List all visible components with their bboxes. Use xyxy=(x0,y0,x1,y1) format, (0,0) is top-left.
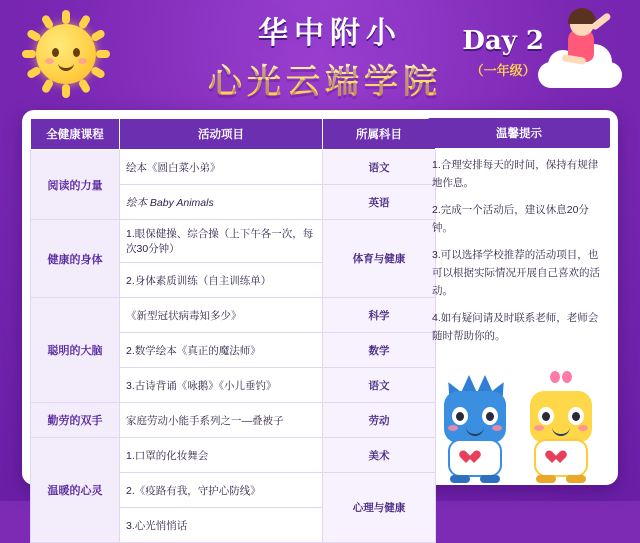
col-header-category: 全健康课程 xyxy=(31,119,120,150)
activity-cell: 1.口罩的化妆舞会 xyxy=(120,438,323,473)
tip-paragraph: 4.如有疑问请及时联系老师，老师会随时帮助你的。 xyxy=(432,311,599,342)
category-cell: 阅读的力量 xyxy=(31,150,120,220)
schedule-table xyxy=(30,118,436,543)
activity-cell: 3.心光悄悄话 xyxy=(120,508,323,543)
page-subtitle: 心光云端学院 xyxy=(208,54,442,103)
subject-cell: 美术 xyxy=(323,438,436,473)
col-header-activity: 活动项目 xyxy=(120,119,323,150)
subject-cell: 语文 xyxy=(323,150,436,185)
activity-cell: 绘本《圆白菜小弟》 xyxy=(120,150,323,185)
subject-cell: 心理与健康 xyxy=(323,473,436,543)
category-cell: 温暖的心灵 xyxy=(31,438,120,543)
col-header-subject: 所属科目 xyxy=(323,119,436,150)
tip-paragraph: 3.可以选择学校推荐的活动项目，也可以根据实际情况开展自己喜欢的活动。 xyxy=(432,248,600,298)
content-card xyxy=(22,110,618,532)
subject-cell: 体育与健康 xyxy=(323,220,436,298)
activity-cell: 绘本 Baby Animals xyxy=(120,185,323,220)
activity-cell: 2.《疫路有我，守护心防线》 xyxy=(120,473,323,508)
tips-body xyxy=(428,148,610,345)
day-label: Day 2 xyxy=(462,26,544,56)
poster-header xyxy=(0,0,640,108)
subject-cell: 劳动 xyxy=(323,403,436,438)
tip-paragraph: 1.合理安排每天的时间，保持有规律地作息。 xyxy=(432,159,599,190)
activity-cell: 2.身体素质训练（自主训练单） xyxy=(120,263,323,298)
subject-cell: 语文 xyxy=(323,368,436,403)
tips-area xyxy=(420,110,618,485)
day-badge xyxy=(462,26,544,79)
table-row xyxy=(31,150,436,185)
tip-paragraph: 2.完成一个活动后，建议休息20分钟。 xyxy=(432,203,589,235)
page-title: 华中附小 xyxy=(258,16,402,51)
category-cell: 勤劳的双手 xyxy=(31,403,120,438)
category-cell: 聪明的大脑 xyxy=(31,298,120,403)
yellow-mascot-icon xyxy=(524,375,598,483)
activity-cell: 2.数学绘本《真正的魔法师》 xyxy=(120,333,323,368)
table-row xyxy=(31,438,436,473)
table-header-row xyxy=(31,119,436,150)
activity-cell: 1.眼保健操、综合操（上下午各一次，每次30分钟） xyxy=(120,220,323,263)
blue-mascot-icon xyxy=(438,375,512,483)
table-row xyxy=(31,403,436,438)
subject-cell: 科学 xyxy=(323,298,436,333)
table-row xyxy=(31,298,436,333)
kid-on-cloud-icon xyxy=(538,6,624,92)
activity-cell: 家庭劳动小能手系列之一—叠被子 xyxy=(120,403,323,438)
schedule-table-area xyxy=(22,110,420,532)
subject-cell: 英语 xyxy=(323,185,436,220)
grade-label: （一年级） xyxy=(470,63,536,78)
category-cell: 健康的身体 xyxy=(31,220,120,298)
tips-header: 温馨提示 xyxy=(428,118,610,148)
mascots-group xyxy=(420,363,614,483)
activity-cell: 《新型冠状病毒知多少》 xyxy=(120,298,323,333)
activity-cell: 3.古诗背诵《咏鹅》《小儿垂钓》 xyxy=(120,368,323,403)
subject-cell: 数学 xyxy=(323,333,436,368)
table-row xyxy=(31,220,436,263)
